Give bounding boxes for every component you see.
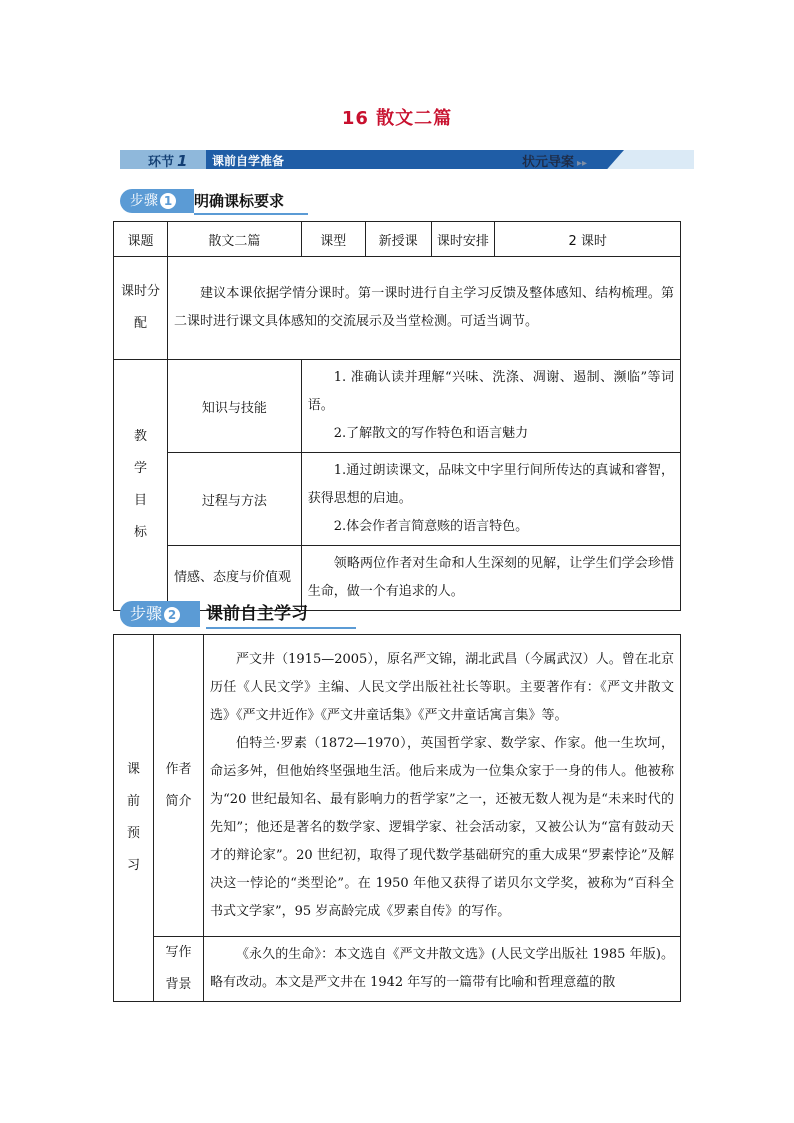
cell-goal2-head: 过程与方法 bbox=[168, 453, 302, 546]
cell-fenpei-head: 课时分配 bbox=[114, 257, 168, 360]
step-2-heading: 步骤 2 课前自主学习 bbox=[120, 601, 360, 625]
cell-fenpei-text: 建议本课依据学情分课时。第一课时进行自主学习反馈及整体感知、结构梳理。第二课时进行课文具体感知的交流展示及当堂检测。可适当调节。 bbox=[168, 257, 681, 360]
cell-background-head: 写作背景 bbox=[153, 937, 203, 1002]
cell-keti-head: 课题 bbox=[114, 222, 168, 257]
step-number-badge: 1 bbox=[160, 193, 176, 209]
cell-goal3-head: 情感、态度与价值观 bbox=[168, 546, 302, 611]
goal2-item-1: 1.通过朗读课文，品味文中字里行间所传达的真诚和睿智，获得思想的启迪。 bbox=[307, 463, 674, 506]
section-huanjie: 环节 1 bbox=[148, 152, 188, 170]
step-number-badge: 2 bbox=[164, 607, 180, 623]
step-2-title: 课前自主学习 bbox=[206, 601, 356, 629]
course-standard-table bbox=[113, 221, 681, 611]
goal1-item-2: 2.了解散文的写作特色和语言魅力 bbox=[333, 426, 529, 441]
cell-author-content bbox=[203, 635, 680, 937]
section-banner bbox=[120, 150, 694, 169]
cell-goal1-content bbox=[301, 360, 680, 453]
cell-anpai: 2 课时 bbox=[495, 222, 681, 257]
cell-goals-head: 教学目标 bbox=[114, 360, 168, 611]
author-paragraph-2: 伯特兰·罗素（1872—1970），英国哲学家、数学家、作家。他一生坎坷，命运多舛，但他始终坚强地生活。他后来成为一位集众家于一身的伟人。他被称为“20 世纪最知名、最有影响力的哲学家”之一，还被无数人视为是“未来时代的先知”；他还是著名的数学家、逻辑学家、社会活动家，又被公认为“富有鼓动天才的辩论家”。20 世纪初，取得了现代数学基础研究的重大成果“罗素悖论”及解决这一悖论的“类型论”。在 1950 年他又获得了诺贝尔文学奖，被称为“百科全书式文学家”，95 岁高龄完成《罗素自传》的写作。 bbox=[209, 735, 674, 919]
author-paragraph-1: 严文井（1915—2005），原名严文锦，湖北武昌（今属武汉）人。曾在北京历任《人民文学》主编、人民文学出版社社长等职。主要著作有：《严文井散文选》《严文井近作》《严文井童话集》《严文井童话寓言集》等。 bbox=[209, 651, 674, 723]
page-title: 16 散文二篇 bbox=[341, 108, 453, 129]
step-1-title: 明确课标要求 bbox=[194, 189, 308, 215]
cell-background-content: 《永久的生命》：本文选自《严文井散文选》(人民文学出版社 1985 年版)。略有改动。本文是严文井在 1942 年写的一篇带有比喻和哲理意蕴的散 bbox=[203, 937, 680, 1002]
goal2-item-2: 2.体会作者言简意赅的语言特色。 bbox=[333, 519, 529, 534]
cell-keti: 散文二篇 bbox=[168, 222, 302, 257]
arrows-icon: ▸▸ bbox=[577, 158, 588, 169]
section-label: 课前自学准备 bbox=[212, 154, 285, 168]
cell-goal1-head: 知识与技能 bbox=[168, 360, 302, 453]
brand-label: 状元导案 ▸▸ bbox=[522, 155, 588, 170]
step-1-heading: 步骤 1 明确课标要求 bbox=[120, 189, 310, 213]
cell-preview-head: 课前预习 bbox=[114, 635, 154, 1002]
preview-table bbox=[113, 634, 681, 1002]
goal1-item-1: 1. 准确认读并理解“兴味、洗涤、凋谢、遏制、濒临”等词语。 bbox=[307, 370, 674, 413]
cell-anpai-head: 课时安排 bbox=[431, 222, 495, 257]
cell-kexing: 新授课 bbox=[365, 222, 431, 257]
section-number: 1 bbox=[177, 152, 188, 170]
cell-goal3-content: 领略两位作者对生命和人生深刻的见解，让学生们学会珍惜生命，做一个有追求的人。 bbox=[301, 546, 680, 611]
cell-author-head: 作者简介 bbox=[153, 635, 203, 937]
cell-kexing-head: 课型 bbox=[301, 222, 365, 257]
cell-goal2-content bbox=[301, 453, 680, 546]
